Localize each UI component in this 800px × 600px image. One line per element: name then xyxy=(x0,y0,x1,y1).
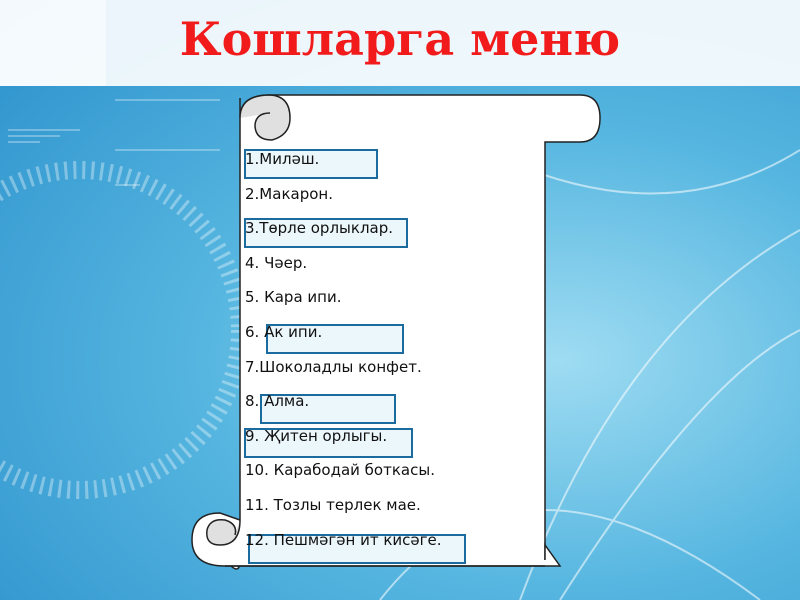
menu-item: 6. Ак ипи. xyxy=(245,323,323,341)
menu-item: 11. Тозлы терлек мае. xyxy=(245,496,421,514)
menu-item: 5. Кара ипи. xyxy=(245,288,342,307)
menu-item: 10. Карабодай боткасы. xyxy=(245,461,435,480)
menu-item: 8. Алма. xyxy=(245,392,310,411)
menu-item: 12. Пешмәгән ит кисәге. xyxy=(245,530,442,549)
menu-item: 2.Макарон. xyxy=(245,184,333,203)
menu-item: 1.Миләш. xyxy=(245,150,320,168)
menu-item: 4. Чәер. xyxy=(245,253,308,272)
menu-item: 3.Төрле орлыклар. xyxy=(245,219,394,238)
menu-item: 9. Җитен орлыгы. xyxy=(245,426,388,445)
page-title: Кошларга меню xyxy=(179,12,621,66)
menu-item: 7.Шоколадлы конфет. xyxy=(245,357,422,376)
